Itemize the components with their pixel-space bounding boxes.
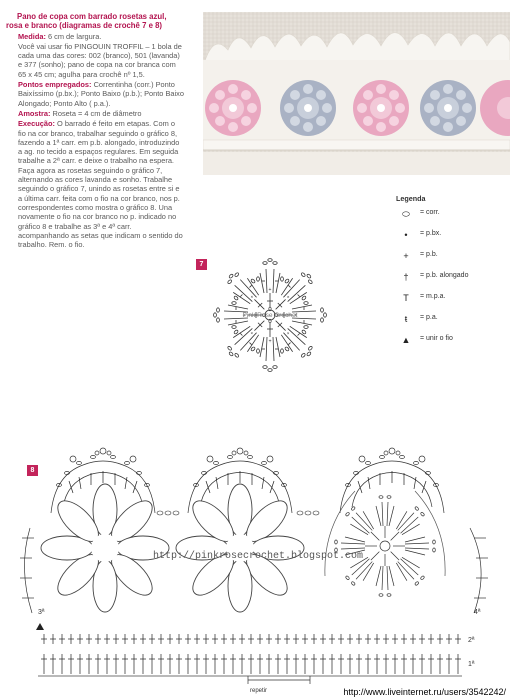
legend-row-long-single: [396, 270, 508, 291]
legend: [396, 194, 508, 354]
legend-row-single-crochet: [396, 249, 508, 270]
execucao-block: [6, 119, 184, 249]
legend-title: Legenda: [396, 194, 426, 203]
t-bar-icon: T: [403, 293, 409, 303]
pontos-text: Correntinha (corr.) Ponto Baixíssimo (p.bx.); Ponto Baixo (p.b.); Ponto Baixo Alongado; Ponto Alto ( p.a.).: [18, 80, 184, 108]
legend-row-join: [396, 333, 508, 354]
legend-label: = m.p.a.: [420, 293, 446, 300]
legend-row-slip-stitch: [396, 228, 508, 249]
plus-icon: +: [403, 251, 409, 261]
dot-icon: •: [404, 230, 408, 240]
triangle-icon: ▲: [401, 335, 411, 345]
svg-text:+: +: [268, 287, 272, 293]
repeat-label: repetir: [250, 688, 268, 694]
legend-label: = corr.: [420, 209, 440, 216]
legend-label: = p.b. alongado: [420, 272, 469, 279]
amostra-text: Roseta = 4 cm de diâmetro: [52, 108, 142, 118]
pattern-title-block: [6, 12, 184, 31]
legend-row-double: [396, 312, 508, 333]
figure-7-number: 7: [196, 259, 207, 270]
fig8-watermark: http://pinkrosecrochet.blogspot.com: [152, 551, 364, 562]
legend-row-chain: [396, 207, 508, 228]
medida-text: 6 cm de largura.: [47, 31, 102, 41]
crochet-photo: [203, 12, 510, 175]
rosette-diagram: [205, 245, 335, 385]
edging-diagram: [0, 418, 510, 700]
execucao-text: O barrado é feito em etapas. Com o fio na cor branco, trabalhar seguindo o gráfico 8, fazendo a 1ª carr. em p.b. alongado, introduzindo a ag. no tecido a espaços regulares. Em seguida trabalhe a 2ª carr. e deixe o trabalho na espera. Faça agora as rosetas seguindo o gráfico 7, alternando as cores lavanda e sonho. Trabalhe seguindo o gráfico 7, unindo as rosetas entre si e a última carr. feita com o fio na cor branco, nos p. correspondentes como mostra o gráfico 8. Una novamente o fio na cor branco no p. indicado no gráfico 8 e trabalhe as 3ª e 4ª carr. acompanhando as setas que indicam o sentido do trabalho. Rem. o fio.: [18, 119, 183, 250]
medida-block: [6, 32, 184, 41]
materials-text: Você vai usar fio PINGOUIN TROFFIL – 1 bola de cada uma das cores: 002 (branco), 501 (lavanda) e 377 (sonho); pano de copa na cor branca com 65 x 45 cm; agulha para crochê nº 1,5.: [18, 41, 182, 79]
figure-8-number: 8: [27, 465, 38, 476]
legend-label: = p.b.: [420, 251, 438, 258]
footer-url[interactable]: http://www.liveinternet.ru/users/3542242/: [343, 687, 506, 697]
pattern-title: Pano de copa com barrado rosetas azul, rosa e branco (diagramas de crochê 7 e 8): [6, 12, 167, 31]
pontos-label: Pontos empregados:: [18, 80, 92, 90]
pontos-block: [6, 80, 184, 108]
legend-label: = unir o fio: [420, 335, 453, 342]
fig7-watermark: Pink Rose Crochet: [242, 312, 298, 319]
legend-row-half-double: [396, 291, 508, 312]
dagger-icon: †: [403, 272, 409, 282]
medida-label: Medida:: [18, 31, 46, 41]
row-label-2: 2ª: [468, 637, 475, 644]
slashed-t-icon: ŧ: [404, 314, 408, 324]
execucao-label: Execução:: [18, 119, 55, 129]
legend-label: = p.bx.: [420, 230, 442, 237]
crochet-photo-illustration: [203, 12, 510, 175]
instructions-column: [6, 12, 184, 250]
amostra-block: [6, 109, 184, 118]
row-label-3: 3ª: [38, 609, 45, 616]
legend-label: = p.a.: [420, 314, 438, 321]
row-label-4: 4ª: [474, 609, 481, 616]
amostra-label: Amostra:: [18, 108, 51, 118]
oval-chain-icon: ⬭: [402, 209, 410, 219]
row-label-1: 1ª: [468, 661, 475, 668]
join-marker-icon: [36, 623, 44, 630]
